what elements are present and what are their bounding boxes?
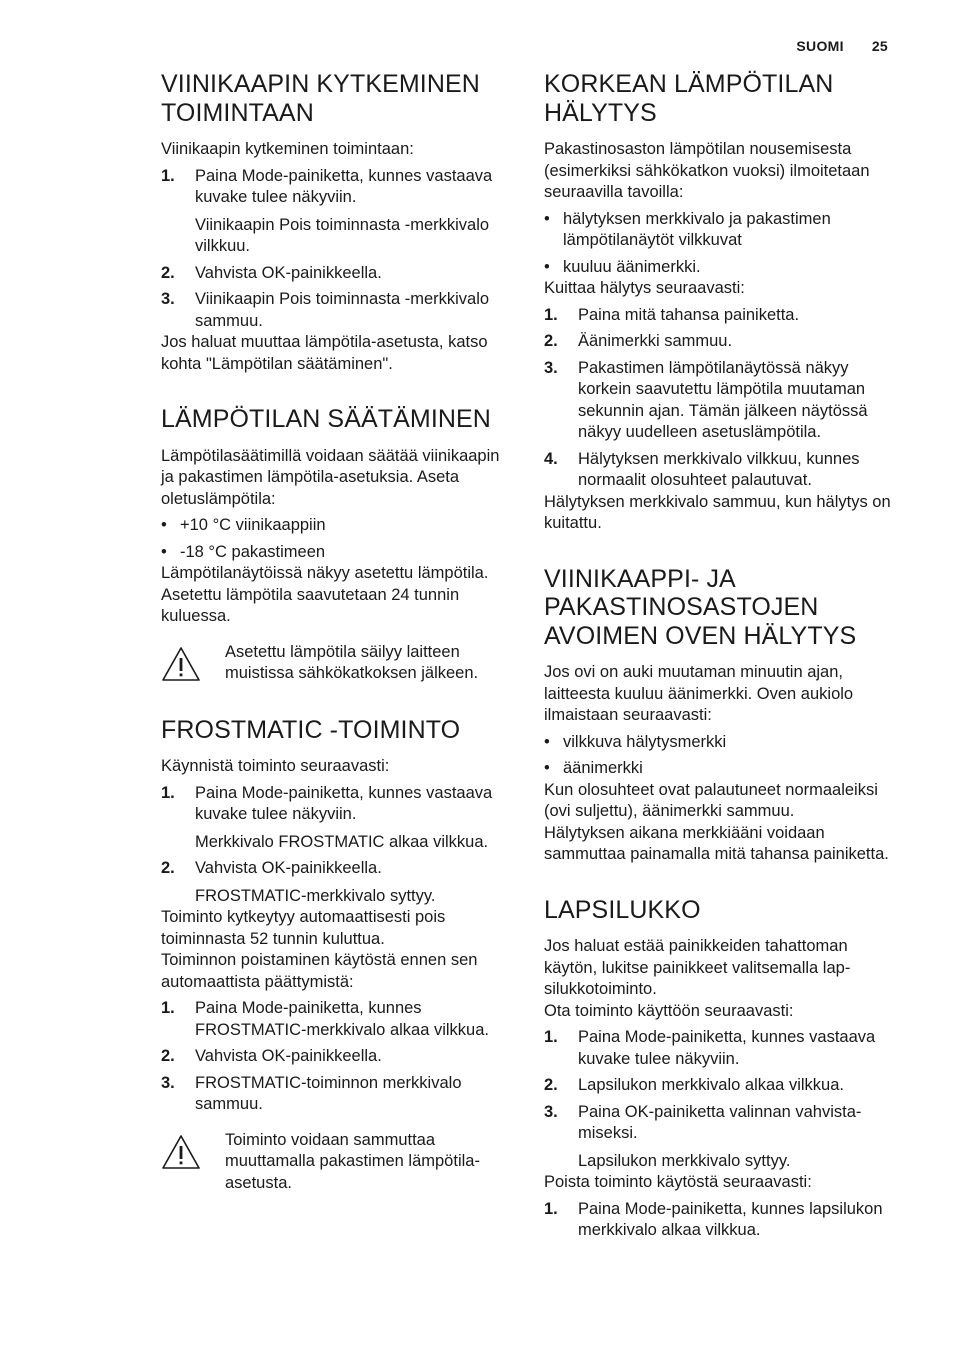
list-text: kuuluu äänimerkki.: [563, 257, 701, 276]
list-item: [161, 858, 511, 880]
paragraph: Kun olosuhteet ovat palautuneet normaaleiksi (ovi suljettu), äänimerkki sammuu.: [544, 780, 878, 820]
list-text: Vahvista OK-painikkeella.: [195, 859, 382, 877]
list-number: 3.: [544, 1102, 558, 1121]
bullet-mark: •: [544, 209, 550, 228]
list-item: [544, 331, 894, 353]
list-number: 1.: [544, 1028, 558, 1046]
bullet-mark: •: [161, 542, 167, 561]
bullet-mark: •: [161, 516, 167, 534]
list-text: hälytyksen merkkivalo ja pakastimen lämpötilanäytöt vilkkuvat: [563, 209, 831, 249]
left-column: [161, 70, 511, 1194]
list-text: Paina Mode-painiketta, kunnes vastaava kuvake tulee näkyviin.: [195, 783, 493, 823]
warning-text: Asetettu lämpötila säilyy laitteen muistissa sähkökatkoksen jälkeen.: [225, 642, 479, 682]
warning-text: Toiminto voidaan sammuttaa muuttamalla pakastimen lämpötila-asetusta.: [225, 1130, 480, 1192]
list-item: [161, 263, 511, 285]
page-number: 25: [871, 38, 888, 54]
list-item: [544, 257, 894, 279]
list-number: 4.: [544, 449, 558, 468]
list-item: [544, 1027, 894, 1070]
paragraph: Käynnistä toiminto seuraavasti:: [161, 757, 390, 775]
section-title: VIINIKAAPPI- JA PAKASTINOSASTOJEN AVOIMEN OVEN HÄLYTYS: [544, 564, 857, 650]
list-number: 1.: [544, 305, 558, 324]
warning-triangle-icon: [161, 1134, 201, 1170]
list-number: 2.: [161, 263, 175, 282]
list-item: [161, 166, 511, 209]
list-text: Äänimerkki sammuu.: [578, 332, 733, 350]
list-number: 1.: [161, 166, 175, 185]
list-item: [161, 998, 511, 1041]
list-item: [161, 289, 511, 332]
list-text: Paina Mode-painiketta, kunnes vastaava kuvake tulee näkyviin.: [578, 1028, 876, 1068]
right-column: [544, 70, 894, 1242]
section-title: FROSTMATIC -TOIMINTO: [161, 715, 461, 744]
list-text: Paina Mode-painiketta, kunnes vastaava kuvake tulee näkyviin.: [195, 166, 493, 206]
list-text: Paina mitä tahansa painiketta.: [578, 305, 800, 324]
paragraph: Lämpötilasäätimillä voidaan säätää viinikaapin ja pakastimen lämpötila-asetuksia. Aseta oletuslämpötila:: [161, 446, 500, 508]
step-result: FROSTMATIC-merkkivalo syttyy.: [195, 886, 436, 905]
bullet-mark: •: [544, 257, 550, 276]
list-item: [544, 305, 894, 327]
warning-triangle-icon: [161, 646, 201, 682]
list-number: 2.: [161, 859, 175, 877]
list-number: 3.: [161, 1073, 175, 1092]
list-number: 1.: [544, 1199, 558, 1218]
list-item: [544, 732, 894, 754]
paragraph: Viinikaapin kytkeminen toimintaan:: [161, 140, 414, 158]
warning-note: [161, 1130, 511, 1195]
paragraph: Hälytyksen aikana merkkiääni voidaan sammuttaa painamalla mitä tahansa painiketta.: [544, 823, 889, 863]
page-header: [796, 38, 888, 54]
paragraph: Jos haluat estää painikkeiden tahattoman käytön, lukitse painikkeet valitsemalla lapsilukkotoiminto.: [544, 937, 851, 998]
step-result: Viinikaapin Pois toiminnasta -merkkivalo vilkkuu.: [195, 215, 490, 255]
list-item: [544, 758, 894, 780]
list-text: Vahvista OK-painikkeella.: [195, 263, 382, 282]
list-text: Vahvista OK-painikkeella.: [195, 1047, 382, 1065]
bullet-mark: •: [544, 732, 550, 751]
paragraph: Lämpötilanäytöissä näkyy asetettu lämpötila.: [161, 564, 489, 582]
list-text: Paina OK-painiketta valinnan vahvistamiseksi.: [578, 1102, 862, 1142]
list-number: 1.: [161, 783, 175, 802]
paragraph: Kuittaa hälytys seuraavasti:: [544, 279, 745, 297]
warning-note: [161, 642, 511, 686]
list-item: [161, 1046, 511, 1068]
list-text: Pakastimen lämpötilanäytössä näkyy korkein saavutettu lämpötila muutaman sekunnin ajan. Tämän jälkeen näytössä näkyy uudelleen asetuslämpötila.: [578, 358, 868, 441]
section-title: VIINIKAAPIN KYTKEMINEN TOIMINTAAN: [161, 70, 480, 127]
list-text: +10 °C viinikaappiin: [180, 516, 326, 534]
list-text: Hälytyksen merkkivalo vilkkuu, kunnes normaalit olosuhteet palautuvat.: [578, 449, 860, 489]
paragraph: Hälytyksen merkkivalo sammuu, kun hälytys on kuitattu.: [544, 492, 891, 532]
paragraph: Jos haluat muuttaa lämpötila-asetusta, katso kohta "Lämpötilan säätäminen".: [161, 333, 488, 373]
paragraph: Toiminto kytkeytyy automaattisesti pois toiminnasta 52 tunnin kuluttua.: [161, 908, 446, 948]
list-item: [544, 1075, 894, 1097]
list-item: [544, 358, 894, 444]
list-text: Paina Mode-painiketta, kunnes lapsilukon merkkivalo alkaa vilkkua.: [578, 1199, 883, 1239]
paragraph: Ota toiminto käyttöön seuraavasti:: [544, 1001, 794, 1020]
list-item: [544, 209, 894, 252]
list-text: Paina Mode-painiketta, kunnes FROSTMATIC-merkkivalo alkaa vilkkua.: [195, 999, 489, 1039]
list-number: 2.: [161, 1047, 175, 1065]
list-item: [544, 449, 894, 492]
section-label: SUOMI: [796, 38, 844, 54]
list-number: 3.: [544, 358, 558, 377]
bullet-mark: •: [544, 759, 550, 777]
list-text: Viinikaapin Pois toiminnasta -merkkivalo sammuu.: [195, 290, 490, 330]
paragraph: Jos ovi on auki muutaman minuutin ajan, laitteesta kuuluu äänimerkki. Oven aukiolo ilmaistaan seuraavasti:: [544, 663, 854, 724]
list-item: [161, 515, 511, 537]
list-item: [161, 783, 511, 826]
list-item: [544, 1199, 894, 1242]
list-text: äänimerkki: [563, 759, 643, 777]
list-number: 3.: [161, 290, 175, 308]
paragraph: Pakastinosaston lämpötilan nousemisesta (esimerkiksi sähkökatkon vuoksi) ilmoitetaan seuraavilla tavoilla:: [544, 140, 870, 201]
section-title: LAPSILUKKO: [544, 895, 701, 924]
list-text: FROSTMATIC-toiminnon merkkivalo sammuu.: [195, 1073, 462, 1113]
section-title: KORKEAN LÄMPÖTILAN HÄLYTYS: [544, 70, 834, 127]
list-number: 1.: [161, 999, 175, 1017]
list-item: [544, 1102, 894, 1145]
list-number: 2.: [544, 1076, 558, 1094]
step-result: Merkkivalo FROSTMATIC alkaa vilkkua.: [195, 832, 489, 851]
list-text: -18 °C pakastimeen: [180, 542, 326, 561]
paragraph: Toiminnon poistaminen käytöstä ennen sen automaattista päättymistä:: [161, 951, 478, 991]
list-text: vilkkuva hälytysmerkki: [563, 732, 727, 751]
list-item: [161, 542, 511, 564]
list-number: 2.: [544, 332, 558, 350]
list-text: Lapsilukon merkkivalo alkaa vilkkua.: [578, 1076, 844, 1094]
list-item: [161, 1073, 511, 1116]
paragraph: Poista toiminto käytöstä seuraavasti:: [544, 1173, 812, 1191]
paragraph: Asetettu lämpötila saavutetaan 24 tunnin kuluessa.: [161, 585, 460, 625]
section-title: LÄMPÖTILAN SÄÄTÄMINEN: [161, 405, 491, 433]
step-result: Lapsilukon merkkivalo syttyy.: [578, 1151, 791, 1170]
